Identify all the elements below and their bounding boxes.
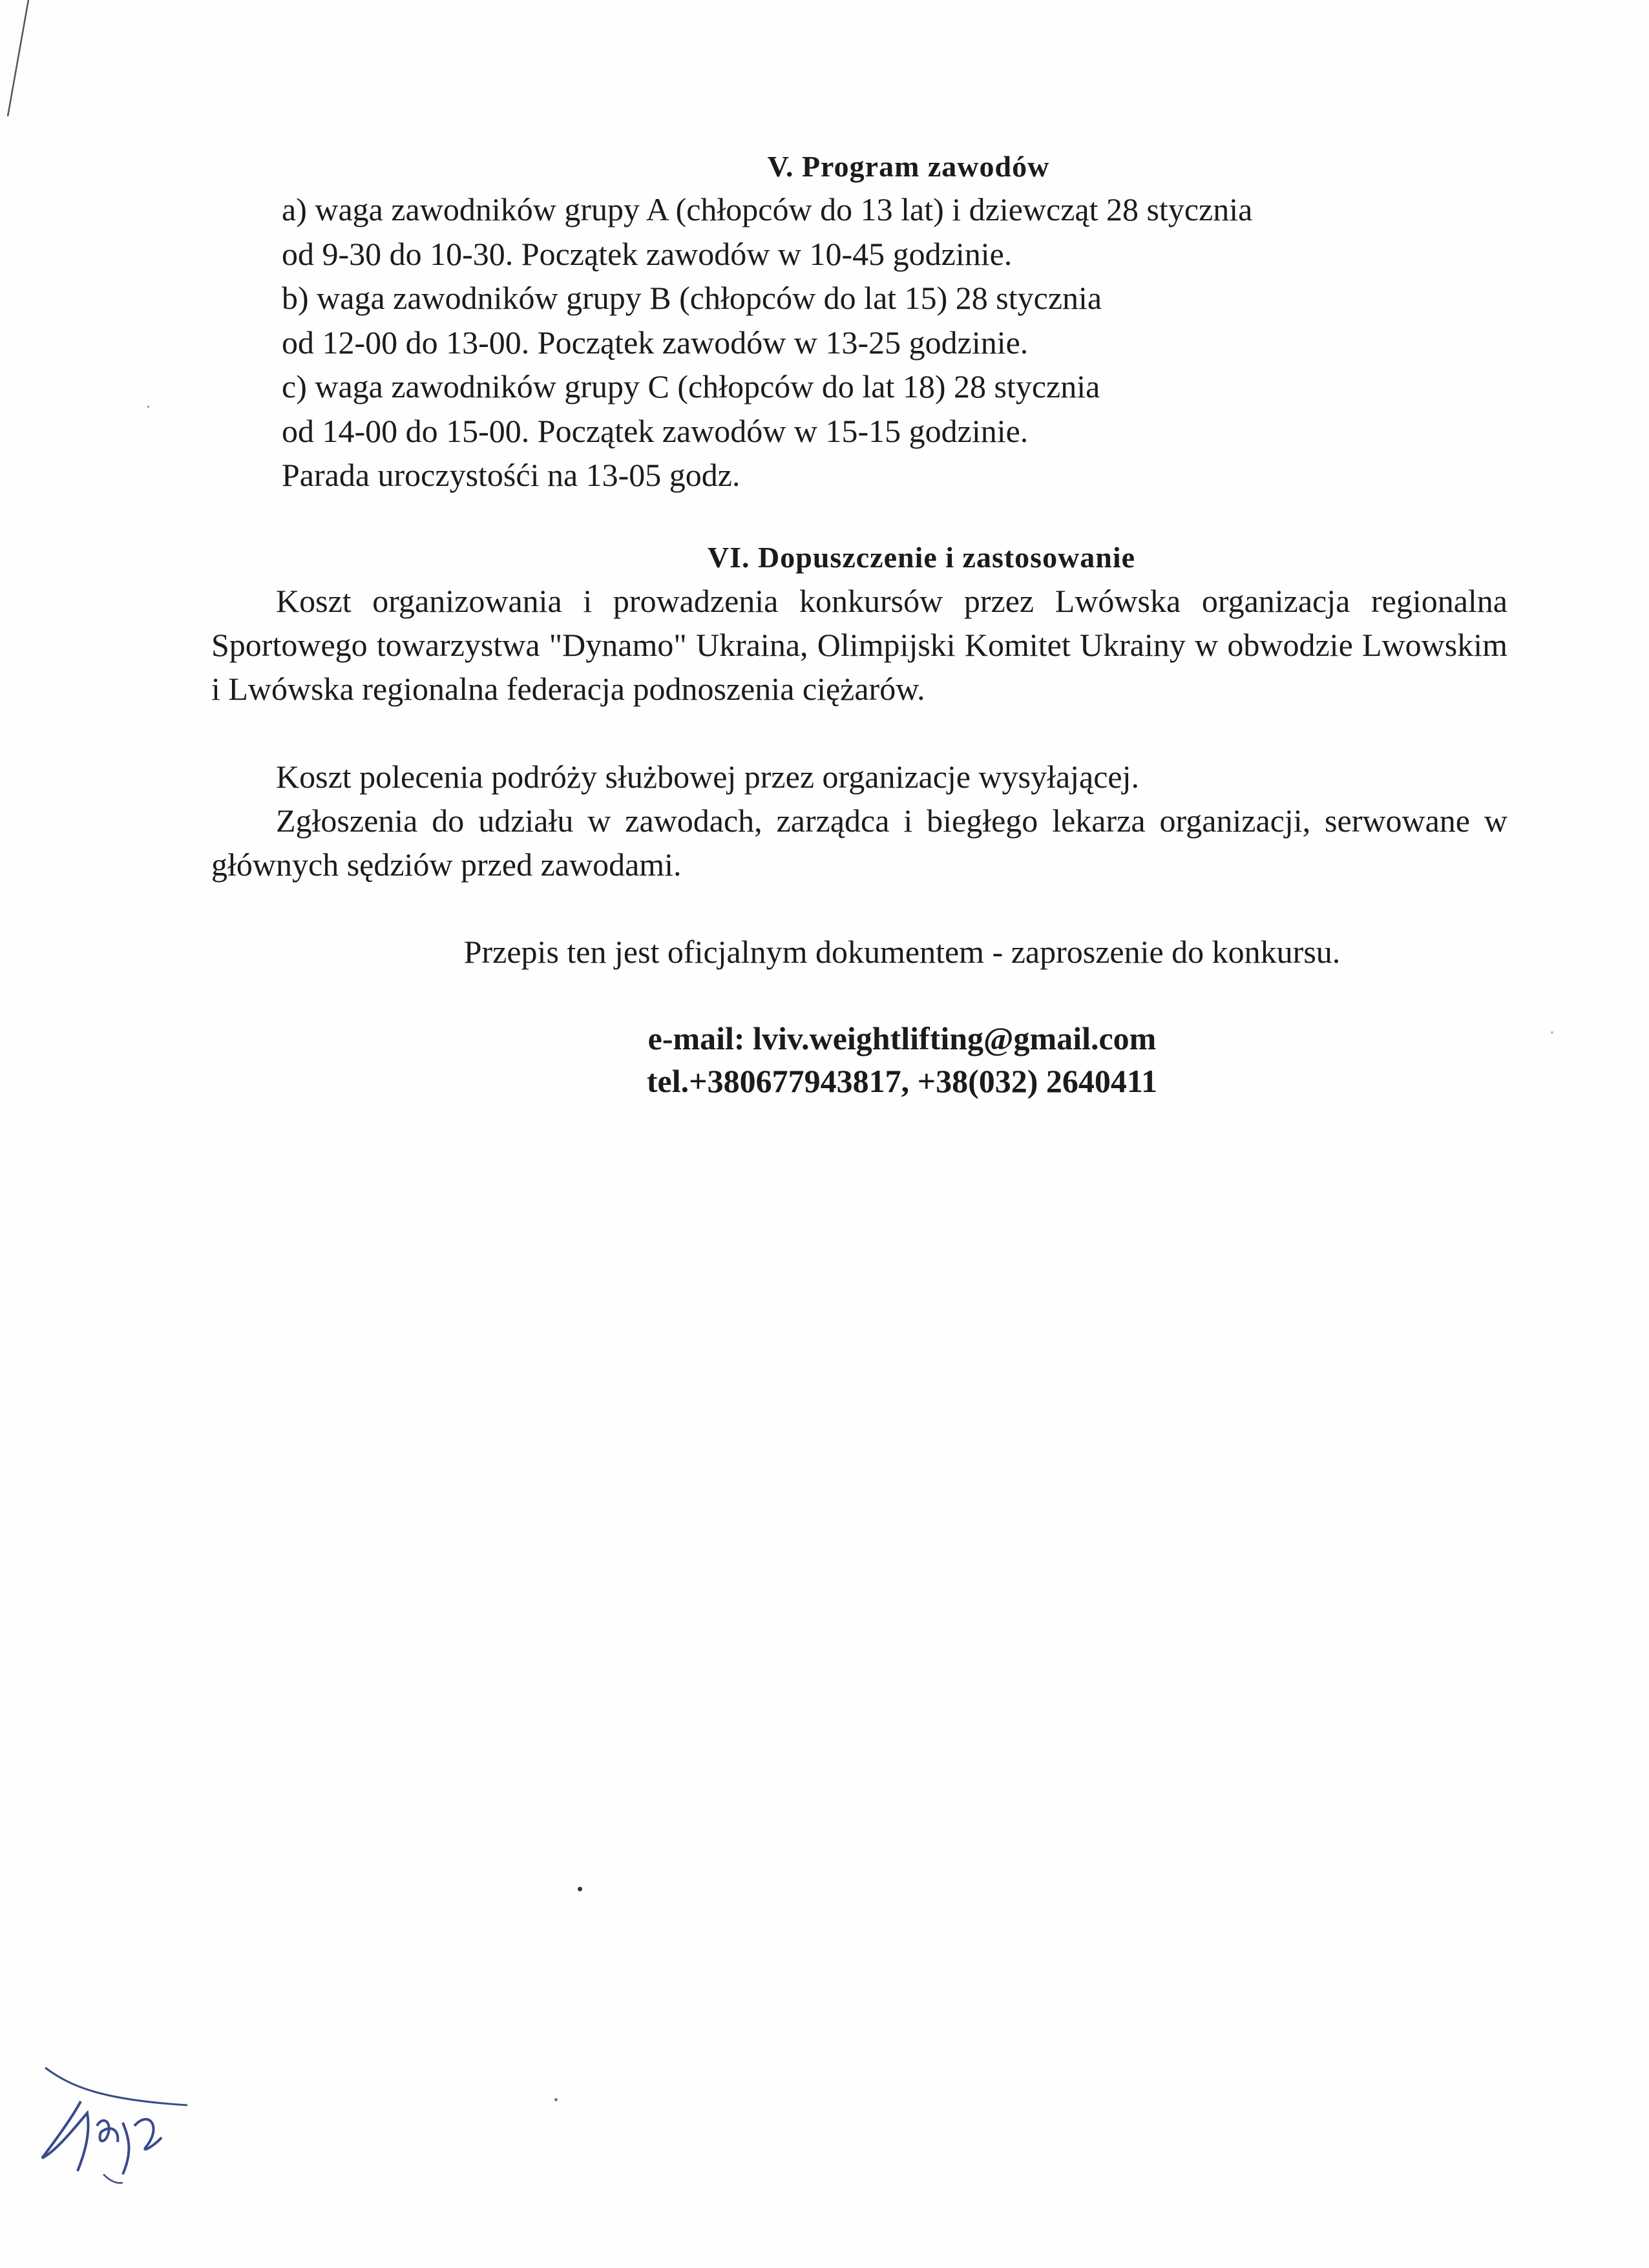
scan-speck: [147, 406, 149, 408]
handwritten-signature: [26, 2061, 220, 2190]
program-line: od 14-00 do 15-00. Początek zawodów w 15-15 godzinie.: [282, 412, 1029, 449]
official-note: Przepis ten jest oficjalnym dokumentem - zaproszenie do konkursu.: [463, 934, 1341, 970]
travel-paragraph-text: Koszt polecenia podróży służbowej przez organizacje wysyłającej.: [276, 759, 1140, 795]
scan-speck: [578, 1887, 582, 1891]
entries-paragraph: [211, 799, 1507, 887]
scan-speck: [554, 2098, 558, 2101]
program-line: c) waga zawodników grupy C (chłopców do lat 18) 28 stycznia: [282, 368, 1100, 404]
contact-email: e-mail: lviv.weightlifting@gmail.com: [647, 1020, 1157, 1056]
cost-paragraph-text: Koszt organizowania i prowadzenia konkursów przez Lwówska organizacja regionalna Sportowego towarzystwa "Dynamo" Ukraina, Olimpijski Komitet Ukrainy w obwodzie Lwowskim i Lwówska regionalna federacja podnoszenia ciężarów.: [211, 583, 1507, 707]
section-5-title: V. Program zawodów: [767, 150, 1050, 183]
program-line: od 12-00 do 13-00. Początek zawodów w 13-25 godzinie.: [282, 324, 1029, 361]
scan-speck: [1551, 1031, 1553, 1034]
cost-paragraph: [211, 579, 1507, 711]
section-6-title: VI. Dopuszczenie i zastosowanie: [707, 541, 1136, 574]
entries-paragraph-text: Zgłoszenia do udziału w zawodach, zarządca i biegłego lekarza organizacji, serwowane w głównych sędziów przed zawodami.: [211, 803, 1507, 883]
program-line: b) waga zawodników grupy B (chłopców do lat 15) 28 stycznia: [282, 280, 1102, 316]
contact-phone: tel.+380677943817, +38(032) 2640411: [646, 1063, 1158, 1099]
scan-edge-mark: [0, 0, 90, 142]
program-line: a) waga zawodników grupy A (chłopców do 13 lat) i dziewcząt 28 stycznia: [282, 191, 1253, 227]
travel-paragraph: [211, 755, 1507, 799]
program-line: od 9-30 do 10-30. Początek zawodów w 10-45 godzinie.: [282, 235, 1013, 272]
program-list: [282, 187, 1509, 498]
program-line: Parada uroczystośći na 13-05 godz.: [282, 457, 740, 493]
